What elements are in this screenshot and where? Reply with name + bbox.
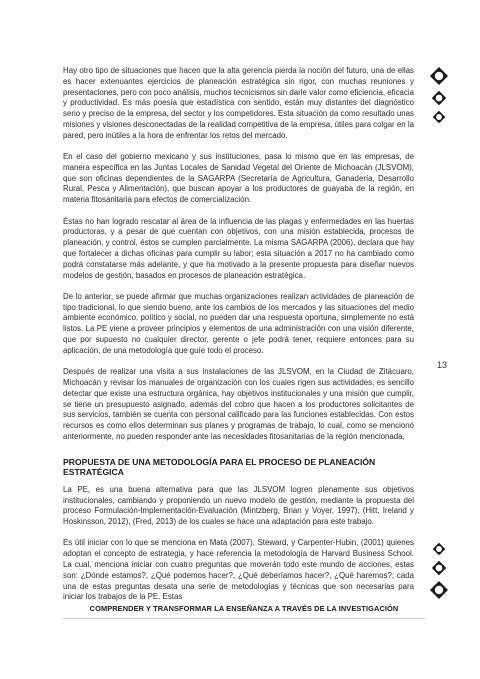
section-heading: PROPUESTA DE UNA METODOLOGÍA PARA EL PROCESO DE PLANEACIÓN ESTRATÉGICA — [63, 456, 376, 478]
footer — [63, 604, 425, 619]
diamond-ring-icon — [429, 66, 449, 86]
diamond-ring-icon — [429, 580, 449, 600]
diamond-ring-icon — [432, 542, 446, 556]
paragraph-4: De lo anterior, se puede afirmar que muchas organizaciones realizan actividades de planeación de tipo tradicional, lo que siendo bueno, ante los cambios de los mercados y las situaciones del medio ambiente económico, político y social, no pueden dar una respuesta oportuna, simplemente no está listos. La PE viene a proveer principios y elementos de una administración con una visión diferente, que por supuesto no cualquier director, gerente o jefe podrá tener, requiere entonces para su aplicación, de una metodología que guíe todo el proceso. — [63, 291, 414, 355]
icon-group-top — [428, 66, 450, 128]
icon-group-bottom — [428, 542, 450, 604]
diamond-ring-icon — [432, 110, 446, 124]
footer-divider — [63, 618, 425, 619]
paragraph-2: En el caso del gobierno mexicano y sus instituciones, pasa lo mismo que en las empresas, de manera específica en las Juntas Locales de Sanidad Vegetal del Oriente de Michoacán (JLSVOM), que son oficinas dependientes de la SAGARPA (Secretaría de Agricultura, Ganadería, Desarrollo Rural, Pesca y Alimentación), que buscan apoyar a los productores de guayaba de la región, en materia fitosanitaria para efectos de comercialización. — [63, 152, 414, 205]
paragraph-5: Después de realizar una visita a sus instalaciones de las JLSVOM, en la Ciudad de Zitácuaro, Michoacán y revisar los manuales de organización con los cuales rigen sus actividades, es sencillo detectar que existe una estructura orgánica, hay objetivos institucionales y una misión que cumplir, se tiene un presupuesto asignado, además del cobro que hacen a los productores solicitantes de sus servicios, también se cuenta con personal calificado para las funciones establecidas. Con estos recursos es como ellos determinan sus planes y programas de trabajo, lo cual, como se mencionó anteriormente, no pueden responder ante las necesidades fitosanitarias de la región mencionada. — [63, 367, 414, 441]
footer-title: COMPRENDER Y TRANSFORMAR LA ENSEÑANZA A TRAVÉS DE LA INVESTIGACIÓN — [89, 604, 399, 613]
diamond-ring-icon — [431, 90, 447, 106]
section-paragraph-1: La PE, es una buena alternativa para que las JLSVOM logren plenamente sus objetivos institucionales, cambiando y proponiendo un nuevo modelo de gestión, mediante la propuesta del proceso Formulación-Implementación-Evaluación (Mintzberg, Brian y Voyer, 1997), (Hitt, Ireland y Hoskinsson, 2012), (Fred, 2013) de los cuales se hace una adaptación para este trabajo. — [63, 484, 414, 527]
section-paragraph-2: Es útil iniciar con lo que se menciona en Mata (2007), Steward, y Carpenter-Hubin, (2001) quienes adoptan el concepto de estrategia, y hace referencia la metodología de Harvard Business School. La cual, menciona iniciar con cuatro preguntas que moverán todo este mundo de acciones, estas son: ¿Dónde estamos?, ¿Qué podemos hacer?, ¿Qué deberíamos hacer?, ¿Qué haremos?; cada una de estas preguntas desata una serie de metodologías y técnicas que son necesarias para iniciar los trabajos de la PE. Estas — [63, 538, 414, 602]
paragraph-1: Hay otro tipo de situaciones que hacen que la alta gerencia pierda la noción del futuro, una de ellas es hacer extenuantes ejercicios de planeación estratégica sin rigor, con muchas reuniones y presentaciones, pero con poco análisis, muchos tecnicismos sin darle valor como eficiencia, eficacia y productividad. Es más poesía que estadística con sentido, están muy distantes del diagnóstico serio y preciso de la empresa, del sector y los competidores. Esta situación da como resultado unas misiones y visiones desconectadas de la realidad competitiva de la empresa, útiles para colgar en la pared, pero inútiles a la hora de enfrentar los retos del mercado. — [63, 66, 414, 140]
diamond-ring-icon — [431, 560, 447, 576]
body-text — [63, 66, 414, 614]
paragraph-3: Éstas no han logrado rescatar al área de la influencia de las plagas y enfermedades en las huertas productoras, y a pesar de que cuentan con objetivos, con una misión establecida, procesos de planeación, y control, éstos se cumplen parcialmente. La misma SAGARPA (2006), declara que hay que fortalecer a dichas oficinas para cumplir su labor; esta situación a 2017 no ha cambiado como podrá constatarse más adelante, y que ha motivado a la presente propuesta para diseñar nuevos modelos de gestión, basados en procesos de planeación estratégica. — [63, 216, 414, 280]
page-number: 13 — [437, 360, 448, 370]
